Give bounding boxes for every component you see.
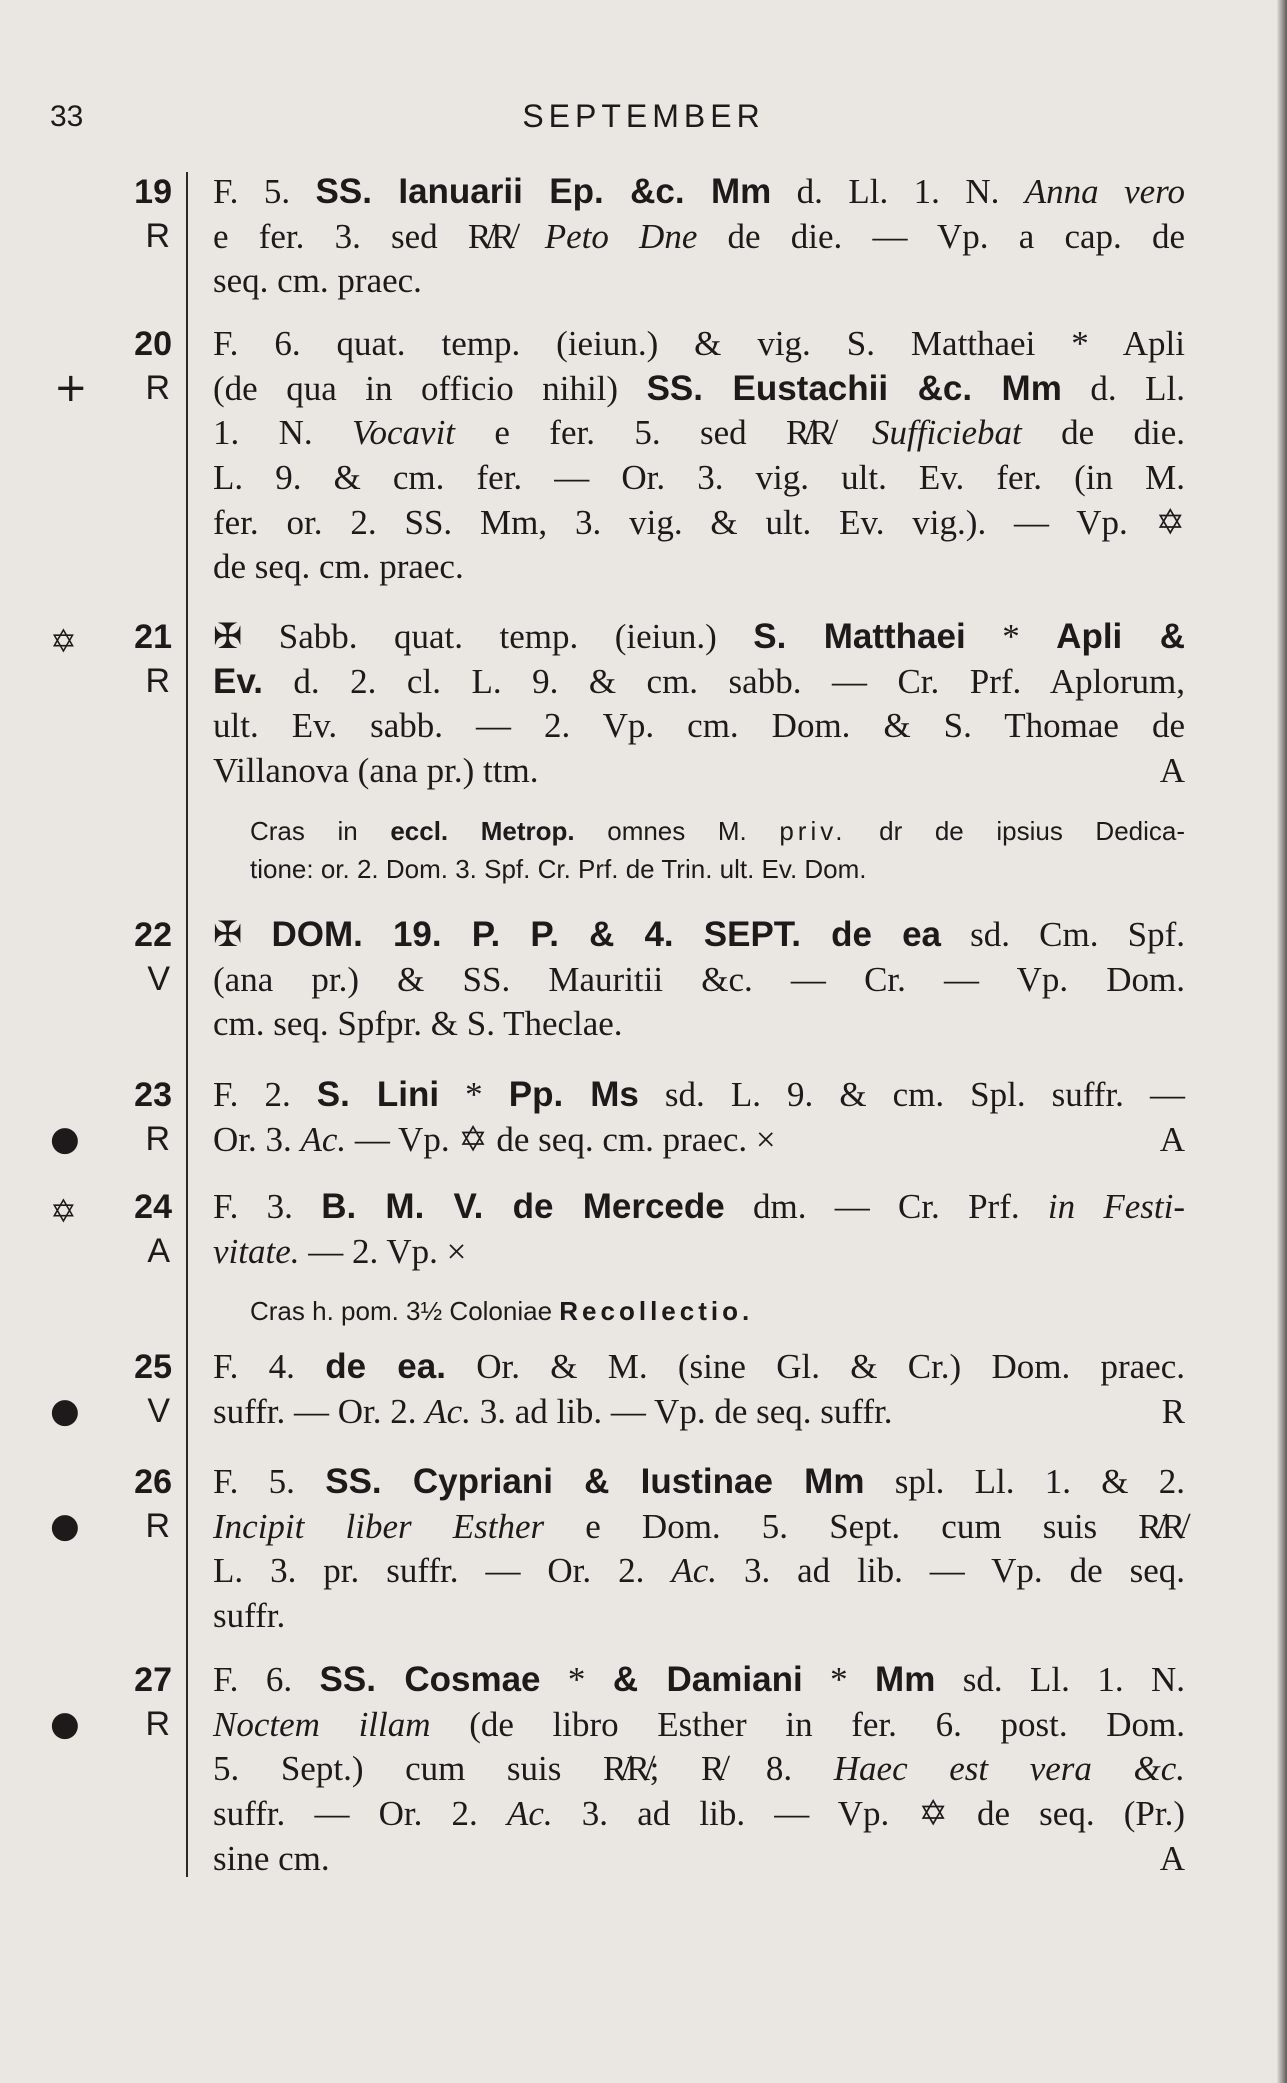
day-margin	[0, 170, 172, 300]
text-line: ✠ Sabb. quat. temp. (ieiun.) S. Matthaei * Apli &	[213, 617, 1185, 656]
text-line: L. 3. pr. suffr. — Or. 2. Ac. 3. ad lib. — Vp. de seq.	[213, 1551, 1185, 1591]
day-number: 20	[134, 325, 172, 363]
footnote	[250, 1292, 1185, 1330]
day-number: 24	[134, 1188, 172, 1226]
dot-icon: ●	[50, 1506, 80, 1546]
text-line: suffr. — Or. 2. Ac. 3. ad lib. — Vp. ✡ de seq. (Pr.)	[213, 1794, 1185, 1834]
text-line: e fer. 3. sed R̸R̸ Peto Dne de die. — Vp. a cap. de	[213, 216, 1186, 256]
text-line: suffr.	[213, 1596, 286, 1636]
text-line: ✠ DOM. 19. P. P. & 4. SEPT. de ea sd. Cm. Spf.	[213, 915, 1185, 954]
cross-icon: +	[54, 365, 88, 411]
day-number: 26	[134, 1463, 172, 1501]
day-text	[213, 1345, 1185, 1434]
running-head: SEPTEMBER	[522, 98, 765, 134]
day-entry-22	[0, 913, 1260, 1048]
text-line: seq. cm. praec.	[213, 261, 422, 301]
day-number: 25	[134, 1348, 172, 1386]
note-line: Cras in eccl. Metrop. omnes M. priv. dr de ipsius Dedica-	[250, 816, 1186, 846]
text-line: F. 2. S. Lini * Pp. Ms sd. L. 9. & cm. Spl. suffr. —	[213, 1075, 1185, 1114]
footnote	[250, 812, 1185, 888]
text-line: F. 3. B. M. V. de Mercede dm. — Cr. Prf. in Festi-	[213, 1187, 1185, 1226]
text-line: Villanova (ana pr.) ttm. A	[213, 751, 1185, 791]
note-line: Cras h. pom. 3½ Coloniae Recollectio.	[250, 1296, 754, 1326]
day-margin	[0, 1460, 172, 1640]
liturgical-color: V	[147, 960, 170, 998]
page-number: 33	[50, 100, 84, 133]
page-edge-shadow	[1277, 0, 1287, 2083]
day-entry-24	[0, 1185, 1260, 1325]
dot-icon: ●	[50, 1119, 80, 1159]
day-entry-21	[0, 615, 1260, 895]
text-line: de seq. cm. praec.	[213, 547, 464, 587]
day-margin	[0, 913, 172, 1048]
day-entry-25	[0, 1345, 1260, 1435]
liturgical-color: V	[147, 1392, 170, 1430]
day-entry-27	[0, 1658, 1260, 1883]
day-number: 21	[134, 618, 172, 656]
day-text	[213, 615, 1185, 794]
liturgical-color: R	[145, 217, 170, 255]
liturgical-color: R	[145, 1507, 170, 1545]
text-line: Noctem illam (de libro Esther in fer. 6. post. Dom.	[213, 1704, 1185, 1744]
text-line: 5. Sept.) cum suis R̸R̸; R̸ 8. Haec est vera &c.	[213, 1749, 1185, 1789]
dot-icon: ●	[50, 1704, 80, 1744]
text-line: suffr. — Or. 2. Ac. 3. ad lib. — Vp. de seq. suffr. R	[213, 1391, 1185, 1431]
text-line: F. 5. SS. Ianuarii Ep. &c. Mm d. Ll. 1. N. Anna vero	[213, 172, 1185, 211]
day-margin	[0, 322, 172, 592]
text-line: (ana pr.) & SS. Mauritii &c. — Cr. — Vp. Dom.	[213, 959, 1185, 999]
liturgical-color: R	[145, 662, 170, 700]
text-line: (de qua in officio nihil) SS. Eustachii &c. Mm d. Ll.	[213, 368, 1186, 408]
day-margin	[0, 1073, 172, 1163]
text-line: 1. N. Vocavit e fer. 5. sed R̸R̸ Sufficiebat de die.	[213, 413, 1186, 453]
text-line: F. 4. de ea. Or. & M. (sine Gl. & Cr.) Dom. praec.	[213, 1347, 1185, 1386]
text-line: Incipit liber Esther e Dom. 5. Sept. cum suis R̸R̸	[213, 1506, 1185, 1546]
day-number: 22	[134, 916, 172, 954]
day-entry-19	[0, 170, 1260, 300]
day-text	[213, 1073, 1185, 1162]
text-line: L. 9. & cm. fer. — Or. 3. vig. ult. Ev. fer. (in M.	[213, 458, 1185, 498]
day-number: 19	[134, 173, 172, 211]
dot-icon: ●	[50, 1391, 80, 1431]
text-line: F. 6. SS. Cosmae * & Damiani * Mm sd. Ll. 1. N.	[213, 1660, 1186, 1699]
text-line: cm. seq. Spfpr. & S. Theclae.	[213, 1004, 623, 1044]
text-line: F. 6. quat. temp. (ieiun.) & vig. S. Matthaei * Apli	[213, 324, 1185, 363]
star-icon: ✡	[50, 1192, 77, 1230]
day-text	[213, 1658, 1185, 1881]
text-line: sine cm. A	[213, 1838, 1185, 1878]
day-margin	[0, 1345, 172, 1435]
day-number: 27	[134, 1661, 172, 1699]
day-text	[213, 1185, 1185, 1274]
liturgical-color: R	[145, 1120, 170, 1158]
text-line: Or. 3. Ac. — Vp. ✡ de seq. cm. praec. × A	[213, 1119, 1185, 1159]
text-line: ult. Ev. sabb. — 2. Vp. cm. Dom. & S. Thomae de	[213, 706, 1185, 746]
day-entry-20	[0, 322, 1260, 592]
star-icon: ✡	[50, 622, 77, 660]
day-number: 23	[134, 1076, 172, 1114]
day-text	[213, 1460, 1185, 1639]
day-text	[213, 322, 1185, 590]
day-text	[213, 913, 1185, 1047]
day-entry-23	[0, 1073, 1260, 1163]
text-line: vitate. — 2. Vp. ×	[213, 1231, 467, 1271]
day-margin	[0, 1185, 172, 1325]
day-text	[213, 170, 1185, 304]
liturgical-color: R	[145, 1705, 170, 1743]
liturgical-color: A	[147, 1232, 170, 1270]
day-margin	[0, 1658, 172, 1883]
day-margin	[0, 615, 172, 895]
text-line: fer. or. 2. SS. Mm, 3. vig. & ult. Ev. vig.). — Vp. ✡	[213, 502, 1185, 542]
day-entry-26	[0, 1460, 1260, 1640]
text-line: F. 5. SS. Cypriani & Iustinae Mm spl. Ll. 1. & 2.	[213, 1462, 1185, 1501]
note-line: tione: or. 2. Dom. 3. Spf. Cr. Prf. de Trin. ult. Ev. Dom.	[250, 854, 867, 884]
text-line: Ev. d. 2. cl. L. 9. & cm. sabb. — Cr. Prf. Aplorum,	[213, 661, 1185, 701]
liturgical-color: R	[145, 369, 170, 407]
